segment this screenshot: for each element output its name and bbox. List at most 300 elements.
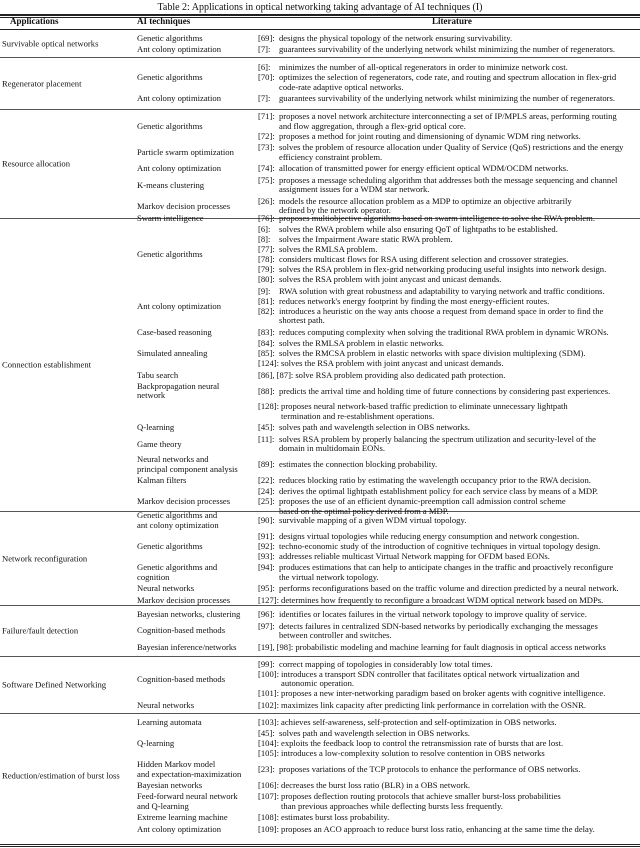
literature-item xyxy=(258,132,637,141)
technique-label: Ant colony optimization xyxy=(137,163,222,174)
literature-list xyxy=(258,63,637,93)
technique-row xyxy=(137,475,637,486)
applications-table xyxy=(0,31,640,838)
citation-ref: [105]: xyxy=(258,748,280,759)
technique-row xyxy=(137,760,637,779)
citation-text: proposes the use of an efficient dynamic-preemption call admission control scheme based on the optimal policy derived from a MDP. xyxy=(279,496,566,516)
literature-item xyxy=(258,643,637,652)
bottom-rule xyxy=(0,844,640,847)
table-section xyxy=(0,58,640,110)
technique-row xyxy=(137,584,637,595)
literature-item xyxy=(258,265,637,274)
technique-label: Learning automata xyxy=(137,716,202,727)
technique-label: Cognition-based methods xyxy=(137,625,226,636)
literature-item xyxy=(258,476,637,485)
technique-row xyxy=(137,63,637,93)
literature-item xyxy=(258,297,637,306)
technique-row xyxy=(137,143,637,163)
citation-text: reduces blocking ratio by estimating the wavelength occupancy prior to the RWA decision. xyxy=(279,474,591,485)
technique-label: Kalman filters xyxy=(137,474,187,485)
citation-ref: [82]: xyxy=(258,305,275,316)
application-label: Connection establishment xyxy=(2,359,92,370)
table-caption: Table 2: Applications in optical networking taking advantage of AI techniques (I) xyxy=(157,2,483,13)
table-section xyxy=(0,31,640,58)
citation-ref: [6]: xyxy=(258,62,271,73)
literature-list xyxy=(258,717,637,728)
technique-row xyxy=(137,609,637,620)
literature-item xyxy=(258,359,637,368)
citation-text: proposes a novel network architecture interconnecting a set of IP/MPLS areas, performing routing and flow aggregation, through a flex-grid optical core. xyxy=(279,111,617,131)
table-section xyxy=(0,110,640,219)
header-literature: Literature xyxy=(432,16,472,26)
citation-text: solves the RMCSA problem in elastic networks with space division multiplexing (SDM). xyxy=(279,348,586,359)
header-ai-techniques: AI techniques xyxy=(137,16,191,26)
technique-label: Case-based reasoning xyxy=(137,326,212,337)
literature-item xyxy=(258,328,637,337)
technique-label: Markov decision processes xyxy=(137,200,231,211)
citation-text: solves the Impairment Aware static RWA problem. xyxy=(279,234,453,245)
technique-row xyxy=(137,175,637,195)
citation-text: guarantees survivability of the underlying network whilst minimizing the number of regenerators. xyxy=(279,93,616,104)
technique-groups xyxy=(137,510,637,607)
technique-label: Backpropagation neural network xyxy=(137,381,220,401)
citation-ref: [79]: xyxy=(258,264,275,275)
literature-item xyxy=(258,287,637,296)
literature-item xyxy=(258,610,637,619)
citation-text: designs the physical topology of the network ensuring survivability. xyxy=(279,32,513,43)
citation-text: derives the optimal lightpath establishment policy for each service class by means of a MDP. xyxy=(279,486,599,497)
literature-list xyxy=(258,531,637,562)
citation-ref: [80]: xyxy=(258,274,275,285)
literature-item xyxy=(258,143,637,162)
literature-list xyxy=(258,164,637,175)
literature-list xyxy=(258,780,637,791)
technique-label: Q-learning xyxy=(137,422,175,433)
citation-ref: [96]: xyxy=(258,609,275,619)
citation-ref: [25]: xyxy=(258,496,275,507)
technique-row xyxy=(137,792,637,812)
literature-list xyxy=(258,621,637,641)
citation-text: performs reconfigurations based on the traffic volume and direction predicted by a neural network. xyxy=(279,583,619,594)
technique-label: Extreme learning machine xyxy=(137,812,228,823)
citation-ref: [94]: xyxy=(258,562,275,573)
literature-item xyxy=(258,275,637,284)
citation-ref: [7]: xyxy=(258,93,271,104)
literature-list xyxy=(258,45,637,56)
citation-ref: [45]: xyxy=(258,728,275,739)
technique-row xyxy=(137,511,637,530)
citation-ref: [23]: xyxy=(258,764,275,774)
citation-ref: [103]: xyxy=(258,716,280,727)
citation-ref: [77]: xyxy=(258,244,275,255)
literature-list xyxy=(258,813,637,824)
literature-item xyxy=(258,781,637,790)
citation-text: allocation of transmitted power for energy efficient optical WDM/OCDM networks. xyxy=(279,163,569,174)
technique-groups xyxy=(137,32,637,56)
citation-ref: [74]: xyxy=(258,163,275,174)
citation-ref: [70]: xyxy=(258,72,275,83)
citation-text: solves path and wavelength selection in OBS networks. xyxy=(279,728,470,739)
citation-text: RWA solution with great robustness and adaptability to varying network and traffic conditions. xyxy=(279,285,605,296)
citation-text: minimizes the number of all-optical regenerators in order to minimize network cost. xyxy=(279,62,568,73)
literature-item xyxy=(258,435,637,454)
literature-list xyxy=(258,327,637,338)
literature-list xyxy=(258,584,637,595)
citation-text: models the resource allocation problem as a MDP to optimize an objective arbitrarily defined by the network operator. xyxy=(279,195,572,216)
literature-item xyxy=(258,63,637,72)
literature-item xyxy=(258,584,637,593)
citation-ref: [84]: xyxy=(258,338,275,349)
literature-list xyxy=(258,386,637,397)
literature-item xyxy=(258,94,637,103)
literature-list xyxy=(258,339,637,370)
technique-groups xyxy=(137,658,637,712)
application-label: Reduction/estimation of burst loss xyxy=(2,770,120,781)
literature-list xyxy=(258,563,637,583)
literature-list xyxy=(258,595,637,606)
technique-groups xyxy=(137,212,637,518)
technique-label: Markov decision processes xyxy=(137,496,231,507)
technique-row xyxy=(137,370,637,381)
literature-item xyxy=(258,596,637,605)
literature-item xyxy=(258,225,637,234)
citation-text: probabilistic modeling and machine learning for fault diagnosis in optical access networks xyxy=(295,641,606,652)
literature-list xyxy=(258,94,637,105)
literature-item xyxy=(258,349,637,358)
literature-item xyxy=(258,487,637,496)
citation-ref: [72]: xyxy=(258,130,275,141)
citation-ref: [97]: xyxy=(258,620,275,631)
literature-item xyxy=(258,689,637,698)
literature-list xyxy=(258,402,637,422)
technique-row xyxy=(137,213,637,224)
literature-item xyxy=(258,164,637,173)
citation-text: reduces network's energy footprint by finding the most energy-efficient routes. xyxy=(279,295,550,306)
technique-label: Genetic algorithms xyxy=(137,32,203,43)
citation-text: survivable mapping of a given WDM virtual topology. xyxy=(279,514,467,525)
literature-item xyxy=(258,307,637,326)
technique-label: Ant colony optimization xyxy=(137,44,222,55)
technique-label: Genetic algorithms and cognition xyxy=(137,562,218,582)
literature-item xyxy=(258,235,637,244)
literature-item xyxy=(258,532,637,541)
technique-label: Genetic algorithms xyxy=(137,540,203,551)
literature-item xyxy=(258,792,637,811)
application-label: Failure/fault detection xyxy=(2,625,79,636)
technique-row xyxy=(137,659,637,699)
literature-item xyxy=(258,542,637,551)
literature-item xyxy=(258,339,637,348)
literature-item xyxy=(258,34,637,43)
citation-text: proposes deflection routing protocols that achieve smaller burst-loss probabilities than previous approaches while deflecting bursts less frequently. xyxy=(281,791,561,811)
literature-item xyxy=(258,552,637,561)
technique-label: Ant colony optimization xyxy=(137,823,222,834)
citation-ref: [76]: xyxy=(258,212,275,223)
application-label: Survivable optical networks xyxy=(2,38,99,49)
header-applications: Applications xyxy=(10,16,59,26)
literature-list xyxy=(258,225,637,286)
citation-text: estimates the connection blocking probability. xyxy=(279,459,438,470)
literature-item xyxy=(258,670,637,689)
literature-list xyxy=(258,659,637,699)
technique-label: Neural networks and principal component analysis xyxy=(137,454,238,474)
citation-text: solves path and wavelength selection in OBS networks. xyxy=(279,422,470,433)
citation-ref: [107]: xyxy=(258,791,280,802)
citation-ref: [88]: xyxy=(258,385,275,396)
literature-list xyxy=(258,286,637,326)
technique-row xyxy=(137,225,637,286)
literature-item xyxy=(258,729,637,738)
citation-text: optimizes the selection of regenerators, code rate, and routing and spectrum allocation in flex-grid code-rate adaptive optical networks. xyxy=(279,72,617,92)
literature-item xyxy=(258,112,637,131)
citation-text: introduces a low-complexity solution to resolve contention in OBS networks xyxy=(281,748,545,759)
citation-ref: [26]: xyxy=(258,195,275,206)
citation-text: proposes a new inter-networking paradigm based on broker agents with cognitive intelligence. xyxy=(281,688,606,699)
technique-label: Simulated annealing xyxy=(137,348,208,359)
citation-ref: [100]: xyxy=(258,668,280,679)
literature-list xyxy=(258,792,637,812)
citation-text: considers multicast flows for RSA using different selection and crossover strategies. xyxy=(279,254,569,265)
technique-row xyxy=(137,423,637,434)
citation-ref: [128]: xyxy=(258,401,280,412)
technique-row xyxy=(137,455,637,474)
citation-ref: [78]: xyxy=(258,254,275,265)
literature-list xyxy=(258,764,637,775)
literature-list xyxy=(258,213,637,224)
technique-row xyxy=(137,164,637,175)
literature-list xyxy=(258,434,637,454)
technique-row xyxy=(137,402,637,422)
literature-list xyxy=(258,460,637,471)
technique-row xyxy=(137,339,637,370)
citation-ref: [85]: xyxy=(258,348,275,359)
citation-ref: [19], [98]: xyxy=(258,641,294,652)
citation-text: solves the RWA problem while also ensuring QoT of lightpaths to be established. xyxy=(279,224,558,235)
technique-groups xyxy=(137,716,637,836)
citation-text: predicts the arrival time and holding time of future connections by considering past experiences. xyxy=(279,385,611,396)
citation-ref: [73]: xyxy=(258,142,275,153)
citation-ref: [81]: xyxy=(258,295,275,306)
application-label: Resource allocation xyxy=(2,158,71,169)
technique-label: Genetic algorithms xyxy=(137,249,203,260)
technique-label: Particle swarm optimization xyxy=(137,147,234,157)
citation-text: solves the RSA problem with joint anycast and unicast demands. xyxy=(281,358,504,369)
literature-item xyxy=(258,739,637,748)
citation-ref: [86], [87]: xyxy=(258,370,294,381)
literature-item xyxy=(258,701,637,710)
technique-label: Swarm intelligence xyxy=(137,212,204,223)
citation-text: proposes an ACO approach to reduce burst loss ratio, enhancing at the same time the delay. xyxy=(281,823,595,834)
technique-label: Tabu search xyxy=(137,370,179,381)
citation-ref: [95]: xyxy=(258,583,275,594)
citation-text: introduces a heuristic on the way ants choose a request from demand space in order to find the shortest path. xyxy=(279,305,604,326)
literature-item xyxy=(258,460,637,469)
citation-ref: [127]: xyxy=(258,594,280,605)
technique-row xyxy=(137,94,637,105)
citation-text: identifies or locates failures in the virtual network topology to improve quality of service. xyxy=(279,609,587,619)
citation-ref: [9]: xyxy=(258,285,271,296)
technique-row xyxy=(137,717,637,728)
literature-item xyxy=(258,622,637,641)
literature-list xyxy=(258,824,637,835)
literature-list xyxy=(258,642,637,653)
technique-label: Feed-forward neural network and Q-learning xyxy=(137,791,238,811)
table-section xyxy=(0,714,640,838)
citation-text: proposes multiobjective algorithms based on swarm intelligence to solve the RWA problem. xyxy=(279,212,595,223)
citation-ref: [22]: xyxy=(258,474,275,485)
citation-text: proposes neural network-based traffic prediction to eliminate unnecessary lightpath termination and re-establishment operations. xyxy=(281,401,568,421)
literature-item xyxy=(258,813,637,822)
citation-text: solve RSA problem providing also dedicated path protection. xyxy=(295,370,506,381)
citation-ref: [91]: xyxy=(258,530,275,541)
citation-text: decreases the burst loss ratio (BLR) in a OBS network. xyxy=(281,779,471,790)
literature-list xyxy=(258,370,637,381)
application-label: Regenerator placement xyxy=(2,77,82,88)
citation-text: solves the RMLSA problem. xyxy=(279,244,378,255)
citation-text: achieves self-awareness, self-protection and self-optimization in OBS networks. xyxy=(281,716,557,727)
technique-label: Cognition-based methods xyxy=(137,673,226,684)
citation-ref: [101]: xyxy=(258,688,280,699)
technique-row xyxy=(137,780,637,791)
header-rule xyxy=(0,29,640,30)
application-label: Software Defined Networking xyxy=(2,679,107,690)
table-section xyxy=(0,657,640,714)
technique-label: Bayesian networks xyxy=(137,779,203,790)
citation-ref: [109]: xyxy=(258,823,280,834)
table-header xyxy=(0,16,640,28)
literature-item xyxy=(258,765,637,774)
citation-text: produces estimations that can help to anticipate changes in the traffic and proactively reconfigure the virtual network topology. xyxy=(279,562,614,582)
literature-item xyxy=(258,245,637,254)
citation-text: addresses reliable multicast Virtual Network mapping for OFDM based EONs. xyxy=(279,550,550,561)
technique-label: Genetic algorithms xyxy=(137,121,203,131)
literature-item xyxy=(258,371,637,380)
technique-row xyxy=(137,434,637,454)
citation-text: determines how frequently to reconfigure a broadcast WDM optical network based on MDPs. xyxy=(281,594,604,605)
literature-list xyxy=(258,729,637,760)
technique-row xyxy=(137,700,637,711)
technique-label: Genetic algorithms xyxy=(137,72,203,82)
technique-row xyxy=(137,813,637,824)
technique-row xyxy=(137,33,637,44)
citation-text: reduces computing complexity when solving the traditional RWA problem in dynamic WRONs. xyxy=(279,326,609,337)
technique-label: Markov decision processes xyxy=(137,594,231,605)
technique-label: K-means clustering xyxy=(137,179,205,190)
literature-item xyxy=(258,45,637,54)
citation-text: guarantees survivability of the underlying network whilst minimizing the number of regenerators. xyxy=(279,44,616,55)
literature-item xyxy=(258,423,637,432)
citation-ref: [93]: xyxy=(258,550,275,561)
technique-row xyxy=(137,729,637,760)
citation-ref: [106]: xyxy=(258,779,280,790)
citation-text: techno-economic study of the introduction of cognitive techniques in virtual topology design. xyxy=(279,540,601,551)
citation-text: solves the RSA problem with joint anycast and unicast demands. xyxy=(279,274,502,285)
table-section xyxy=(0,606,640,657)
citation-ref: [83]: xyxy=(258,326,275,337)
technique-row xyxy=(137,327,637,338)
citation-ref: [6]: xyxy=(258,224,271,235)
application-label: Network reconfiguration xyxy=(2,552,88,563)
citation-ref: [92]: xyxy=(258,540,275,551)
citation-ref: [71]: xyxy=(258,111,275,122)
literature-item xyxy=(258,402,637,421)
technique-row xyxy=(137,45,637,56)
literature-list xyxy=(258,33,637,44)
literature-item xyxy=(258,387,637,396)
citation-ref: [24]: xyxy=(258,486,275,497)
literature-list xyxy=(258,423,637,434)
citation-text: proposes a method for joint routing and dimensioning of dynamic WDM ring networks. xyxy=(279,130,581,141)
citation-ref: [45]: xyxy=(258,422,275,433)
literature-item xyxy=(258,749,637,758)
technique-row xyxy=(137,112,637,142)
table-section xyxy=(0,512,640,606)
citation-ref: [7]: xyxy=(258,44,271,55)
literature-list xyxy=(258,515,637,526)
technique-label: Neural networks xyxy=(137,583,195,594)
citation-ref: [102]: xyxy=(258,699,280,710)
citation-ref: [75]: xyxy=(258,174,275,185)
citation-ref: [108]: xyxy=(258,812,280,823)
technique-groups xyxy=(137,608,637,653)
technique-row xyxy=(137,286,637,326)
citation-ref: [99]: xyxy=(258,658,275,669)
citation-text: detects failures in centralized SDN-based networks by periodically exchanging the messages between controller and switches. xyxy=(279,620,598,640)
technique-row xyxy=(137,621,637,641)
literature-list xyxy=(258,475,637,486)
literature-item xyxy=(258,176,637,195)
citation-text: proposes a message scheduling algorithm that addresses both the message sequencing and channel assignment issues for a WDM star network. xyxy=(279,174,618,195)
citation-ref: [124]: xyxy=(258,358,280,369)
technique-label: Bayesian inference/networks xyxy=(137,641,237,652)
citation-text: introduces a transport SDN controller that facilitates optical network virtualization and autonomic operation. xyxy=(281,668,580,689)
table-section xyxy=(0,212,640,516)
literature-list xyxy=(258,609,637,620)
literature-item xyxy=(258,73,637,92)
technique-label: Neural networks xyxy=(137,699,195,710)
literature-item xyxy=(258,825,637,834)
technique-label: Genetic algorithms and ant colony optimization xyxy=(137,510,219,530)
technique-label: Bayesian networks, clustering xyxy=(137,609,241,619)
literature-item xyxy=(258,718,637,727)
citation-text: solves the RMLSA problem in elastic networks. xyxy=(279,338,444,349)
literature-item xyxy=(258,255,637,264)
citation-ref: [8]: xyxy=(258,234,271,245)
technique-row xyxy=(137,824,637,835)
citation-text: solves the RSA problem in flex-grid networking producing useful insights into network design. xyxy=(279,264,607,275)
literature-list xyxy=(258,143,637,163)
technique-groups xyxy=(137,62,637,106)
literature-item xyxy=(258,563,637,582)
citation-ref: [11]: xyxy=(258,434,275,445)
citation-ref: [90]: xyxy=(258,514,275,525)
citation-ref: [69]: xyxy=(258,32,275,43)
citation-text: maximizes link capacity after predicting link performance in correlation with the OSNR. xyxy=(281,699,586,710)
citation-text: exploits the feedback loop to control the retransmission rate of bursts that are lost. xyxy=(281,738,564,749)
technique-row xyxy=(137,563,637,583)
literature-item xyxy=(258,660,637,669)
literature-list xyxy=(258,175,637,195)
technique-row xyxy=(137,595,637,606)
citation-text: correct mapping of topologies in considerably low total times. xyxy=(279,658,493,669)
technique-label: Game theory xyxy=(137,438,182,449)
citation-ref: [104]: xyxy=(258,738,280,749)
citation-ref: [89]: xyxy=(258,459,275,470)
technique-label: Ant colony optimization xyxy=(137,300,222,311)
technique-label: Q-learning xyxy=(137,738,175,749)
citation-text: solves RSA problem by properly balancing the spectrum utilization and security-level of the domain in multidomain EONs. xyxy=(279,434,596,454)
citation-text: proposes variations of the TCP protocols to enhance the performance of OBS networks. xyxy=(279,764,581,774)
